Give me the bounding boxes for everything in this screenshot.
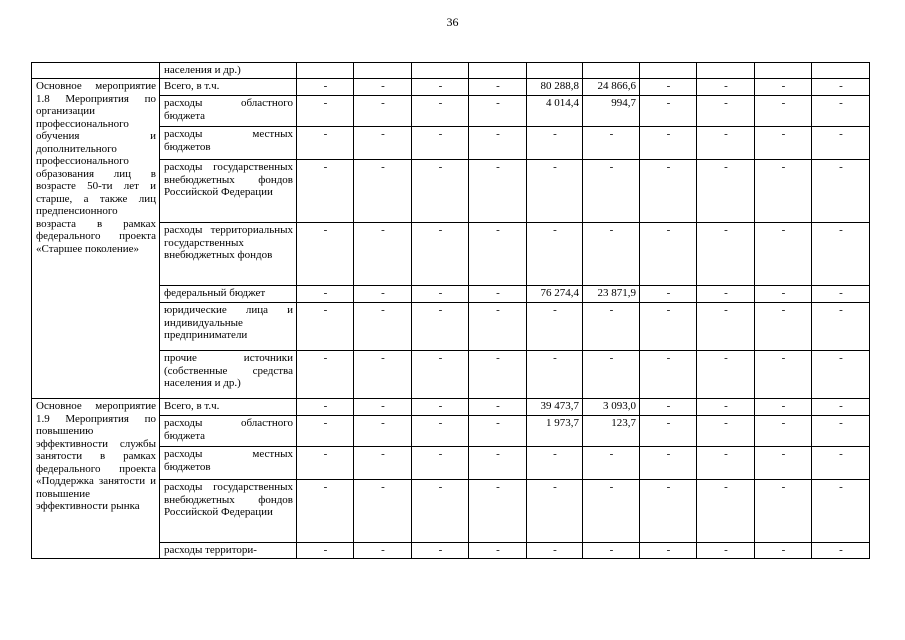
value-cell: - (755, 79, 812, 96)
value-cell: - (812, 96, 870, 127)
value-cell: - (297, 127, 354, 160)
value-cell: - (469, 447, 527, 480)
value-cell: - (640, 351, 697, 399)
value-cell: - (354, 416, 412, 447)
value-cell: - (354, 79, 412, 96)
value-cell: - (469, 79, 527, 96)
value-cell: - (640, 416, 697, 447)
value-cell (755, 63, 812, 79)
value-cell (354, 63, 412, 79)
value-cell (812, 63, 870, 79)
value-cell: - (697, 480, 755, 543)
source-cell: прочие источники (собственные средства населения и др.) (160, 351, 297, 399)
source-cell: населения и др.) (160, 63, 297, 79)
value-cell: - (412, 303, 469, 351)
value-cell: - (755, 127, 812, 160)
value-cell: - (354, 223, 412, 286)
value-cell: - (812, 351, 870, 399)
value-cell: - (697, 399, 755, 416)
table-row (32, 79, 870, 96)
value-cell: - (527, 543, 583, 559)
value-cell: - (755, 351, 812, 399)
source-cell: расходы государственных внебюджетных фондов Российской Федерации (160, 480, 297, 543)
value-cell: - (583, 480, 640, 543)
value-cell: 76 274,4 (527, 286, 583, 303)
value-cell: - (527, 351, 583, 399)
value-cell: - (354, 480, 412, 543)
value-cell: - (527, 447, 583, 480)
value-cell: - (697, 79, 755, 96)
value-cell (640, 63, 697, 79)
value-cell: - (640, 286, 697, 303)
value-cell: - (354, 543, 412, 559)
value-cell: - (469, 416, 527, 447)
value-cell: - (354, 127, 412, 160)
value-cell: - (527, 223, 583, 286)
value-cell: - (469, 96, 527, 127)
page-number: 36 (446, 15, 459, 29)
value-cell: - (297, 160, 354, 223)
value-cell: - (527, 127, 583, 160)
value-cell: 994,7 (583, 96, 640, 127)
value-cell: - (812, 543, 870, 559)
table-row (32, 399, 870, 416)
value-cell: - (640, 223, 697, 286)
value-cell: - (412, 416, 469, 447)
source-cell: расходы местных бюджетов (160, 447, 297, 480)
value-cell: - (583, 351, 640, 399)
funding-table (31, 62, 870, 559)
value-cell: - (412, 127, 469, 160)
activity-cell: Основное мероприятие 1.8 Мероприятия по организации профессионального обучения и дополнительного профессионального образования лиц в возрасте 50-ти лет и старше, а также лиц предпенсионного возраста в рамках федерального проекта «Старшее поколение» (32, 79, 160, 399)
value-cell: - (640, 160, 697, 223)
value-cell: - (697, 127, 755, 160)
source-cell: расходы государственных внебюджетных фондов Российской Федерации (160, 160, 297, 223)
value-cell: - (755, 223, 812, 286)
value-cell: - (812, 286, 870, 303)
value-cell: - (354, 303, 412, 351)
value-cell: - (412, 447, 469, 480)
value-cell: - (412, 160, 469, 223)
value-cell: - (697, 160, 755, 223)
value-cell (527, 63, 583, 79)
source-cell: Всего, в т.ч. (160, 79, 297, 96)
value-cell: - (812, 223, 870, 286)
value-cell: - (354, 447, 412, 480)
value-cell: - (583, 543, 640, 559)
value-cell: - (697, 543, 755, 559)
value-cell: - (812, 480, 870, 543)
value-cell: - (527, 160, 583, 223)
source-cell: расходы местных бюджетов (160, 127, 297, 160)
value-cell (412, 63, 469, 79)
value-cell: - (640, 96, 697, 127)
value-cell: - (755, 160, 812, 223)
value-cell (469, 63, 527, 79)
value-cell: - (354, 286, 412, 303)
source-cell: расходы территори- (160, 543, 297, 559)
value-cell: - (469, 303, 527, 351)
table-row-continuation (32, 63, 870, 79)
value-cell: - (583, 223, 640, 286)
source-cell: расходы территориальных государственных внебюджетных фондов (160, 223, 297, 286)
value-cell: - (412, 223, 469, 286)
value-cell: - (412, 399, 469, 416)
value-cell: - (469, 127, 527, 160)
value-cell: - (354, 351, 412, 399)
value-cell: - (412, 480, 469, 543)
value-cell: - (412, 351, 469, 399)
value-cell: - (697, 286, 755, 303)
value-cell: - (755, 480, 812, 543)
value-cell: 3 093,0 (583, 399, 640, 416)
value-cell: - (755, 96, 812, 127)
value-cell: 1 973,7 (527, 416, 583, 447)
value-cell: - (755, 543, 812, 559)
value-cell: - (812, 79, 870, 96)
value-cell: 4 014,4 (527, 96, 583, 127)
value-cell: - (469, 223, 527, 286)
value-cell: - (697, 96, 755, 127)
value-cell (583, 63, 640, 79)
value-cell: - (755, 286, 812, 303)
value-cell: 80 288,8 (527, 79, 583, 96)
value-cell: - (469, 286, 527, 303)
value-cell: - (755, 416, 812, 447)
value-cell: - (469, 399, 527, 416)
value-cell: - (812, 416, 870, 447)
source-cell: юридические лица и индивидуальные предприниматели (160, 303, 297, 351)
value-cell: 23 871,9 (583, 286, 640, 303)
value-cell: - (469, 351, 527, 399)
value-cell: - (755, 303, 812, 351)
value-cell: - (640, 399, 697, 416)
value-cell: - (583, 303, 640, 351)
value-cell: - (697, 416, 755, 447)
value-cell: - (697, 351, 755, 399)
value-cell: - (412, 79, 469, 96)
value-cell: - (297, 303, 354, 351)
value-cell: 123,7 (583, 416, 640, 447)
value-cell (697, 63, 755, 79)
value-cell: - (297, 447, 354, 480)
value-cell: - (297, 351, 354, 399)
source-cell: Всего, в т.ч. (160, 399, 297, 416)
value-cell: - (297, 416, 354, 447)
source-cell: федеральный бюджет (160, 286, 297, 303)
value-cell: - (697, 447, 755, 480)
activity-cell-continuation (32, 63, 160, 79)
value-cell: - (755, 447, 812, 480)
value-cell: - (640, 127, 697, 160)
value-cell: - (297, 399, 354, 416)
value-cell: - (583, 447, 640, 480)
value-cell: - (297, 223, 354, 286)
value-cell: 39 473,7 (527, 399, 583, 416)
value-cell: - (297, 480, 354, 543)
value-cell: - (640, 447, 697, 480)
value-cell: - (469, 543, 527, 559)
value-cell: - (640, 543, 697, 559)
value-cell: - (812, 399, 870, 416)
value-cell: 24 866,6 (583, 79, 640, 96)
value-cell: - (583, 127, 640, 160)
value-cell: - (297, 286, 354, 303)
value-cell: - (583, 160, 640, 223)
value-cell: - (297, 543, 354, 559)
value-cell: - (412, 543, 469, 559)
value-cell: - (812, 303, 870, 351)
activity-cell: Основное мероприятие 1.9 Мероприятия по повышению эффективности службы занятости в рамках федерального проекта «Поддержка занятости и повышение эффективности рынка (32, 399, 160, 559)
table-body (32, 63, 870, 559)
value-cell: - (469, 480, 527, 543)
value-cell: - (755, 399, 812, 416)
value-cell: - (697, 223, 755, 286)
value-cell: - (354, 399, 412, 416)
value-cell: - (469, 160, 527, 223)
value-cell: - (297, 96, 354, 127)
value-cell: - (412, 286, 469, 303)
value-cell: - (697, 303, 755, 351)
value-cell: - (812, 160, 870, 223)
value-cell: - (640, 480, 697, 543)
value-cell: - (640, 79, 697, 96)
value-cell (297, 63, 354, 79)
value-cell: - (354, 96, 412, 127)
source-cell: расходы областного бюджета (160, 96, 297, 127)
value-cell: - (527, 303, 583, 351)
value-cell: - (812, 447, 870, 480)
value-cell: - (527, 480, 583, 543)
value-cell: - (640, 303, 697, 351)
value-cell: - (297, 79, 354, 96)
value-cell: - (812, 127, 870, 160)
value-cell: - (354, 160, 412, 223)
value-cell: - (412, 96, 469, 127)
source-cell: расходы областного бюджета (160, 416, 297, 447)
